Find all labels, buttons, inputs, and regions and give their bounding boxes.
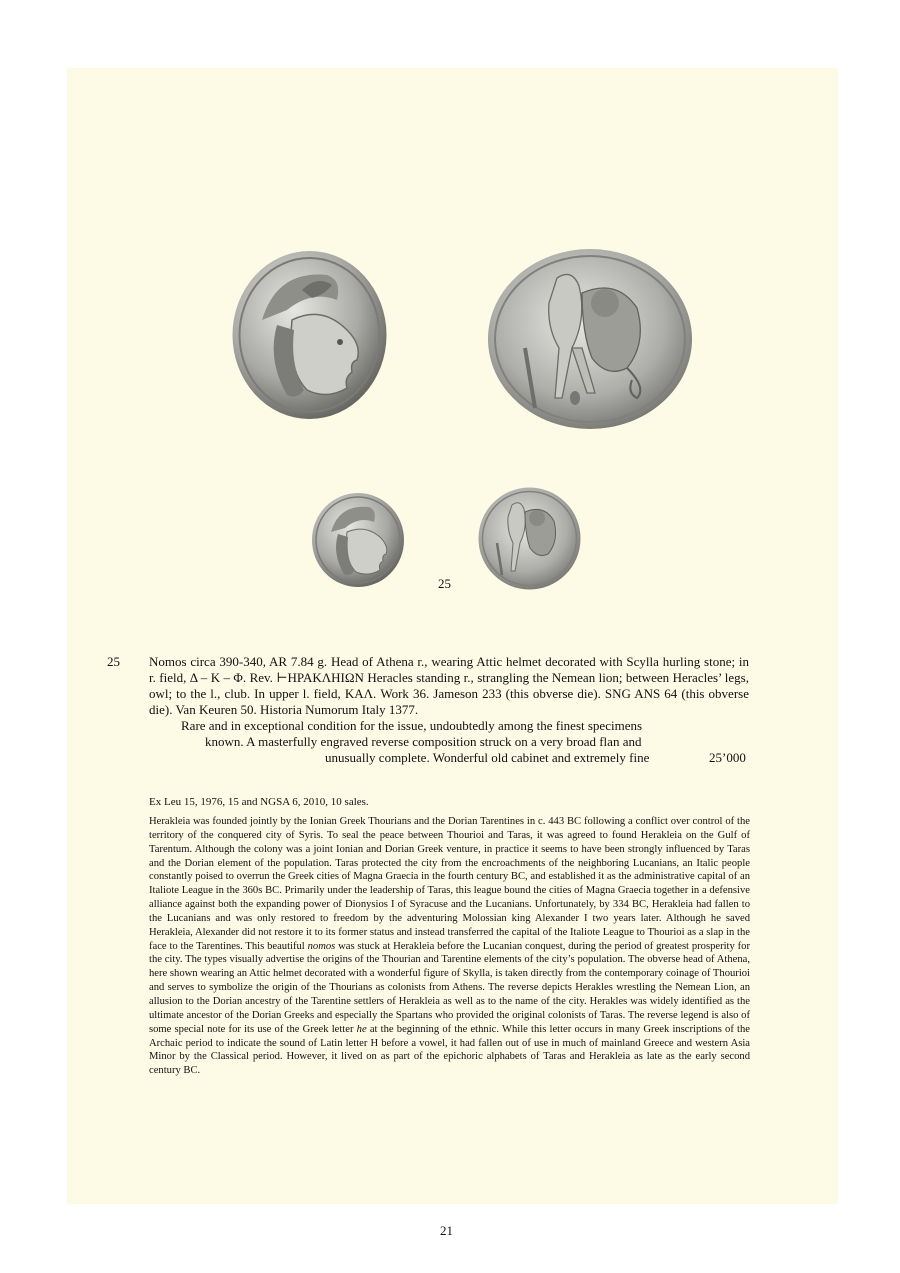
historical-essay xyxy=(149,815,750,1078)
essay-text: was stuck at Herakleia before the Lucanian conquest, during the period of greatest prosperity for the city. The types visually advertise the origins of the Thourian and Tarentine elements of the city’s population. The obverse head of Athena, here shown wearing an Attic helmet decorated with a wonderful figure of Skylla, is taken directly from the contemporary coinage of Thourioi and serves to symbolize the origin of the Thourians as colonists from Athens. The reverse depicts Herakles wrestling the Nemean Lion, an allusion to the Dorian ancestry of the Tarentine settlers of Herakleia as well as to the name of the city. Herakles was widely identified as the ultimate ancestor of the Dorian Greeks and especially the Spartans who provided the original colonists of Taras. The reverse legend is also of some special note for its use of the Greek letter xyxy=(149,940,750,1035)
coin-reverse-large-image xyxy=(487,248,693,430)
condition-line: Rare and in exceptional condition for the issue, undoubtedly among the finest specimens xyxy=(181,718,643,733)
provenance-note: Ex Leu 15, 1976, 15 and NGSA 6, 2010, 10 sales. xyxy=(149,796,369,808)
lot-price: 25’000 xyxy=(709,750,746,765)
condition-line: unusually complete. Wonderful old cabinet and extremely fine xyxy=(325,750,650,765)
coin-reverse-small-image xyxy=(478,487,581,590)
essay-text: Herakleia was founded jointly by the Ionian Greek Thourians and the Dorian Tarentines in c. 443 BC following a conflict over control of the territory of the conquered city of Syris. To seal the peace between Thourioi and Taras, it was agreed to found Herakleia on the Gulf of Tarentum. Although the colony was a joint Ionian and Dorian Greek venture, in practice it seems to have been strongly influenced by Taras and the Dorian element of the population. Taras protected the city from the encroachments of the neighboring Lucanians, an Italic people constantly poised to overrun the Greek cities of Magna Graecia in the fourth century BC, and established it as the administrative capital of an Italiote League in the 360s BC. Primarily under the leadership of Taras, this league bound the cities of Magna Graecia together in a defensive alliance against both the expanding power of Dionysios I of Syracuse and the Lucanians. Unfortunately, by 334 BC, Herakleia had fallen to the Lucanians and was only restored to freedom by the adventuring Molossian king Alexander I two years later. Although he saved Herakleia, Alexander did not restore it to its former status and instead transferred the capital of the Italiote League to Thourioi as a slap in the face to the Tarentines. This beautiful xyxy=(149,816,750,952)
coin-obverse-large-image xyxy=(232,250,387,420)
page-number: 21 xyxy=(440,1223,453,1238)
essay-text: at the beginning of the ethnic. While this letter occurs in many Greek inscriptions of the Archaic period to indicate the sound of Latin letter H before a vowel, it had fallen out of use in much of mainland Greece and western Asia Minor by the Classical period. However, it lived on as part of the epichoric alphabets of Taras and Herakleia as late as the early second century BC. xyxy=(149,1023,751,1077)
lot-description: Nomos circa 390-340, AR 7.84 g. Head of Athena r., wearing Attic helmet decorated with Scylla hurling stone; in r. field, Δ – K – Φ. Rev. ⊢ΗΡΑΚΛΗΙΩΝ Heracles standing r., strangling the Nemean lion; between Heracles’ legs, owl; to the l., club. In upper l. field, ΚΑΛ. Work 36. Jameson 233 (this obverse die). SNG ANS 64 (this obverse die). Van Keuren 50. Historia Numorum Italy 1377. xyxy=(149,654,749,717)
condition-line: known. A masterfully engraved reverse composition struck on a very broad flan and xyxy=(205,734,642,749)
figure-number: 25 xyxy=(438,576,451,591)
essay-italic-term: he xyxy=(356,1023,367,1035)
coin-obverse-small-image xyxy=(311,492,405,588)
essay-italic-term: nomos xyxy=(307,940,336,952)
lot-number: 25 xyxy=(107,654,120,669)
